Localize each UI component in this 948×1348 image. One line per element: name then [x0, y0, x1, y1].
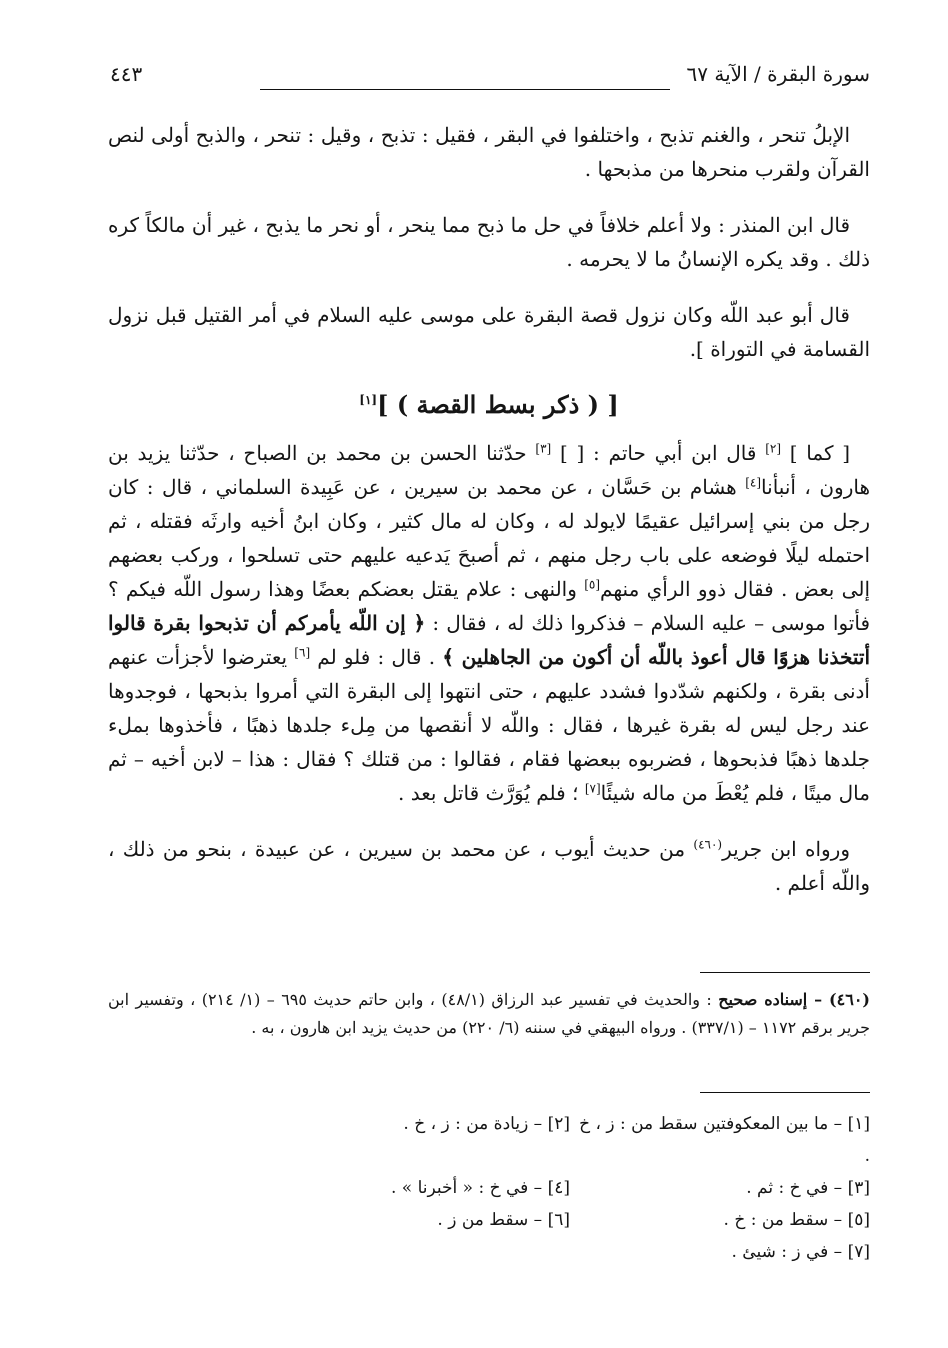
- text-segment: يعترضوا لأجزأت عنهم أدنى بقرة ، ولكنهم شدّدوا فشدد عليهم ، حتى انتهوا إلى البقرة التي أمروا بذبحها ، فوجدوها عند رجل ليس له بقرة غيرها ، فقال : واللّه لا أنقصها من مِلء جلدها ذهبًا ، فأخذوها بملء جلدها ذهبًا فذبحوها ، فضربوه ببعضها فقام ، فقالوا : من قتلك ؟ فقال : هذا – لابن أخيه – ثم مال ميتًا ، فلم يُعْطَ من ماله شيئًا: [108, 645, 870, 805]
- paragraph-1: الإبلُ تنحر ، والغنم تذبح ، واختلفوا في البقر ، فقيل : تذبح ، وقيل : تنحر ، والذبح أولى لنص القرآن ولقرب منحرها من مذبحها .: [108, 123, 870, 181]
- text-segment: والنهى : علام يقتل بعضكم بعضًا وهذا رسول اللّه فيكم ؟ فأتوا موسى – عليه السلام – فذكروا ذلك له ، فقال :: [108, 577, 871, 635]
- quran-verse: ﴿ إن اللّه يأمركم أن تذبحوا بقرة قالوا أتتخذنا هزوًا قال أعوذ باللّه أن أكون من الجاهلين ﴾: [108, 611, 871, 669]
- footnote-divider: [700, 972, 870, 973]
- section-heading: [108, 388, 870, 422]
- footnote-ref-7: [٧]: [584, 781, 601, 796]
- running-header: [110, 62, 870, 94]
- note-item: [٤] – في خ : « أخبرنا » .: [391, 1178, 570, 1198]
- header-rule: [260, 89, 670, 90]
- footnote-ref-4: [٤]: [745, 475, 762, 490]
- footnote-ref-6: [٦]: [294, 645, 311, 660]
- notes-row: [250, 1204, 870, 1236]
- manuscript-notes: [250, 1108, 870, 1268]
- footnote-ref-460: (٤٦٠): [693, 837, 723, 852]
- notes-row: [250, 1108, 870, 1172]
- paragraph-5: [108, 832, 870, 900]
- running-title: سورة البقرة / الآية ٦٧: [686, 62, 870, 86]
- note-item: [٧] – في ز : شيئ .: [731, 1242, 870, 1262]
- notes-divider: [700, 1092, 870, 1093]
- text-segment: ورواه ابن جرير: [722, 837, 850, 861]
- text-segment: ؛ فلم يُوَرَّث قاتل بعد .: [397, 781, 579, 805]
- note-item: [٥] – سقط من : خ .: [723, 1210, 870, 1230]
- footnote-ref-3: [٣]: [535, 441, 552, 456]
- notes-row: [250, 1236, 870, 1268]
- note-item: [270, 1236, 570, 1268]
- note-item: [٣] – في خ : ثم .: [746, 1178, 870, 1198]
- paragraph-4: [108, 436, 870, 810]
- text-segment: . قال : فلو لم: [317, 645, 436, 669]
- footnote-ref-5: [٥]: [584, 577, 601, 592]
- footnote-text: : والحديث في تفسير عبد الرزاق (٤٨/١) ، وابن حاتم حديث ٦٩٥ – (١/ ٢١٤) ، وتفسير ابن جرير برقم ١١٧٢ – (٣٣٧/١) . ورواه البيهقي في سننه (٦/ ٢٢٠) من حديث يزيد ابن هارون ، به .: [108, 990, 870, 1037]
- note-item: [١] – ما بين المعكوفتين سقط من : ز ، خ .: [579, 1114, 870, 1166]
- text-segment: حدّثنا الحسن بن محمد بن الصباح ، حدّثنا يزيد بن هارون ، أنبأنا: [108, 441, 871, 499]
- paragraph-2: قال ابن المنذر : ولا أعلم خلافاً في حل ما ذبح مما ينحر ، أو نحر ما يذبح ، غير أن مالكاً كره ذلك . وقد يكره الإنسانُ ما لا يحرمه .: [108, 213, 870, 271]
- section-heading-text: [ ( ذكر بسط القصة ) ]: [377, 390, 619, 419]
- note-item: [٢] – زيادة من : ز ، خ .: [403, 1114, 570, 1134]
- text-segment: من حديث أيوب ، عن محمد بن سيرين ، عن عبيدة ، بنحو من ذلك ، واللّه أعلم .: [108, 837, 870, 895]
- main-text: [108, 118, 870, 922]
- footnote-label: (٤٦٠) – إسناده صحيح: [718, 990, 870, 1009]
- text-segment: هشام بن حَسَّان ، عن محمد بن سيرين ، عن عَبِيدة السلماني ، قال : كان رجل من بني إسرائيل عقيمًا لايولد له ، وكان له مال كثير ، وكان ابنُ أخيه وارثَه فقتله ، ثم احتمله ليلًا فوضعه على باب رجل منهم ، ثم أصبحَ يَدعيه عليهم حتى تسلحوا ، وركب بعضهم إلى بعض . فقال ذوو الرأي منهم: [108, 475, 870, 601]
- footnote-460: [108, 986, 870, 1042]
- text-segment: قال ابن أبي حاتم : [ ]: [559, 441, 757, 465]
- footnote-ref-1: [١]: [359, 393, 378, 407]
- page-number: ٤٤٣: [110, 62, 143, 86]
- paragraph-3: قال أبو عبد اللّه وكان نزول قصة البقرة على موسى عليه السلام في أمر القتيل قبل نزول القسامة في التوراة ].: [108, 303, 870, 361]
- footnote-ref-2: [٢]: [765, 441, 782, 456]
- text-segment: [ كما ]: [789, 441, 851, 465]
- notes-row: [250, 1172, 870, 1204]
- note-item: [٦] – سقط من ز .: [437, 1210, 570, 1230]
